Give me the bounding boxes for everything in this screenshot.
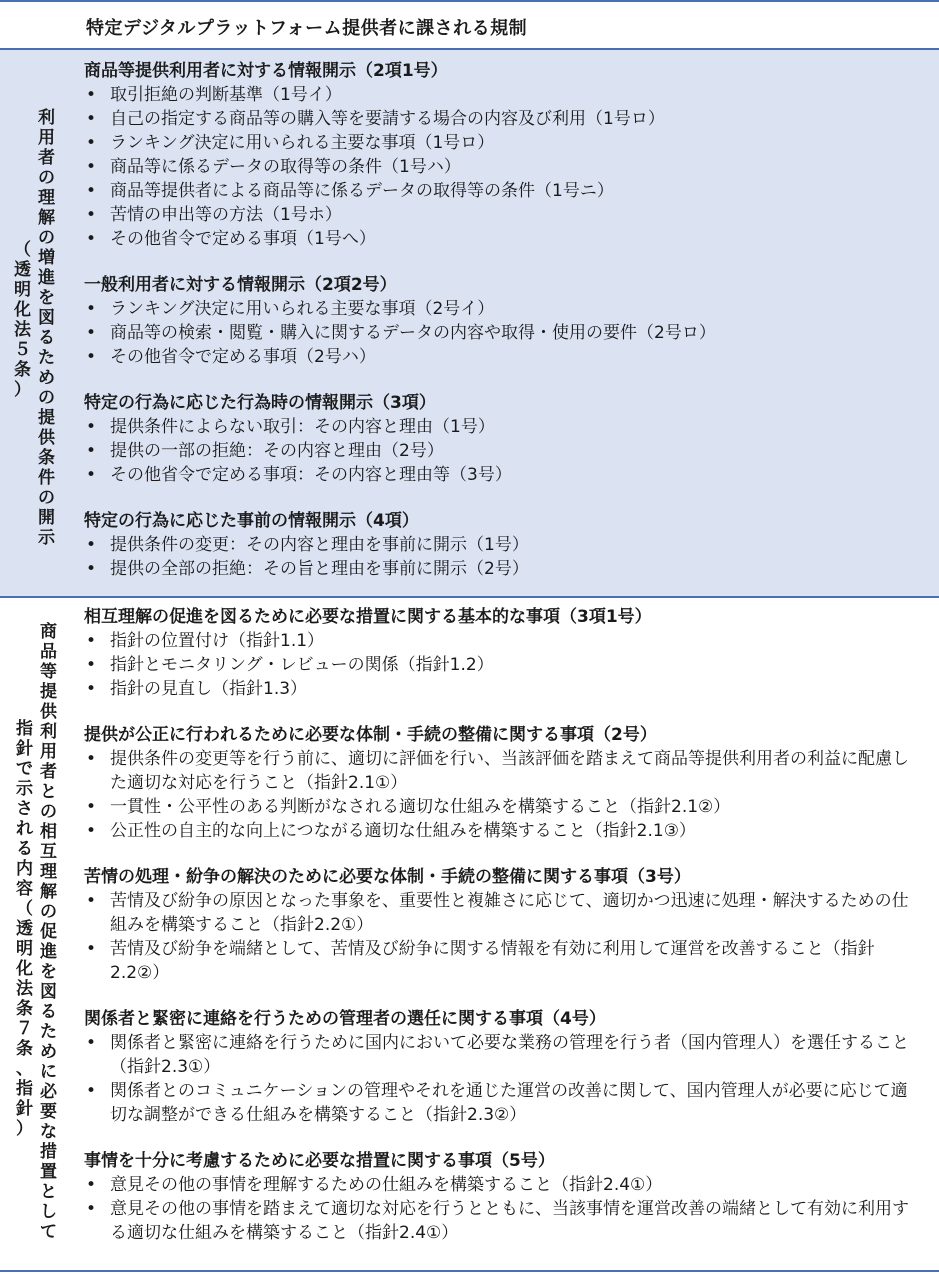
vertical-char: に — [40, 1062, 57, 1082]
vertical-char: 指 — [16, 719, 33, 739]
bullet-item: • 指針の見直し（指針1.3） — [84, 677, 923, 701]
bullet-list — [84, 297, 923, 369]
vertical-char: た — [38, 348, 55, 368]
vertical-char: の — [40, 802, 57, 822]
vertical-char: 増 — [38, 248, 55, 268]
vertical-char: 針 — [16, 739, 33, 759]
vertical-char: め — [40, 1042, 57, 1062]
vertical-char: 要 — [40, 1102, 57, 1122]
vertical-char: 法 — [16, 979, 33, 999]
vertical-char: 示 — [16, 779, 33, 799]
group-heading: 苦情の処理・紛争の解決のために必要な体制・手続の整備に関する事項（3号） — [84, 867, 691, 887]
bullet-item: • 関係者とのコミュニケーションの管理やそれを通じた運営の改善に関して、国内管理人が必要に応じて適切な調整ができる仕組みを構築すること（指針2.3②） — [84, 1079, 923, 1127]
group-heading: 特定の行為に応じた事前の情報開示（4項） — [84, 511, 419, 531]
bullet-item: • 苦情及び紛争の原因となった事象を、重要性と複雑さに応じて、適切かつ迅速に処理・解決するための仕組みを構築すること（指針2.2①） — [84, 889, 923, 937]
measure-group — [84, 865, 923, 985]
bullet-item: • 提供の全部の拒絶：その旨と理由を事前に開示（2号） — [84, 557, 923, 581]
vertical-char: 容 — [16, 879, 33, 899]
bullet-item: • 提供条件の変更：その内容と理由を事前に開示（1号） — [84, 533, 923, 557]
vertical-char: 内 — [16, 859, 33, 879]
bullet-item: • 提供の一部の拒絶：その内容と理由（2号） — [84, 439, 923, 463]
measures-section — [0, 598, 939, 1272]
bullet-item: • 苦情の申出等の方法（1号ホ） — [84, 203, 923, 227]
bullet-item: • 一貫性・公平性のある判断がなされる適切な仕組みを構築すること（指針2.1②） — [84, 795, 923, 819]
vertical-char: を — [40, 962, 57, 982]
vertical-char: 提 — [40, 682, 57, 702]
group-heading: 関係者と緊密に連絡を行うための管理者の選任に関する事項（4号） — [84, 1009, 606, 1029]
group-heading: 提供が公正に行われるために必要な体制・手続の整備に関する事項（2号） — [84, 725, 657, 745]
vertical-char: ） — [14, 380, 31, 400]
disclosure-group — [84, 391, 923, 487]
vertical-char: 開 — [38, 508, 55, 528]
bullet-item: • 提供条件の変更等を行う前に、適切に評価を行い、当該評価を踏まえて商品等提供利用者の利益に配慮した適切な対応を行うこと（指針2.1①） — [84, 747, 923, 795]
measure-group — [84, 1007, 923, 1127]
vertical-char: る — [16, 839, 33, 859]
bullet-item: • その他省令で定める事項（2号ハ） — [84, 345, 923, 369]
vertical-char: 、 — [16, 1059, 33, 1079]
vertical-char: 法 — [14, 320, 31, 340]
vertical-char: の — [38, 168, 55, 188]
bullet-item: • 関係者と緊密に連絡を行うために国内において必要な業務の管理を行う者（国内管理人）を選任すること（指針2.3①） — [84, 1031, 923, 1079]
bullet-list — [84, 533, 923, 581]
vertical-char: 置 — [40, 1162, 57, 1182]
vertical-char: 者 — [38, 148, 55, 168]
vertical-char: ５ — [14, 340, 31, 360]
group-heading: 一般利用者に対する情報開示（2項2号） — [84, 275, 397, 295]
vertical-char: 条 — [16, 1039, 33, 1059]
bullet-item: • 意見その他の事情を踏まえて適切な対応を行うとともに、当該事情を運営改善の端緒として有効に利用する適切な仕組みを構築すること（指針2.4①） — [84, 1197, 923, 1245]
vertical-char: 指 — [16, 1079, 33, 1099]
bullet-item: • ランキング決定に用いられる主要な事項（2号イ） — [84, 297, 923, 321]
vertical-char: と — [40, 782, 57, 802]
bullet-item: • その他省令で定める事項：その内容と理由等（3号） — [84, 463, 923, 487]
group-heading: 商品等提供利用者に対する情報開示（2項1号） — [84, 61, 448, 81]
vertical-char: 条 — [16, 999, 33, 1019]
bullet-list — [84, 747, 923, 843]
vertical-char: 化 — [16, 959, 33, 979]
vertical-char: 進 — [40, 942, 57, 962]
bullet-item: • 提供条件によらない取引：その内容と理由（1号） — [84, 415, 923, 439]
vertical-char: て — [40, 1222, 57, 1242]
vertical-char: れ — [16, 819, 33, 839]
disclosure-group — [84, 509, 923, 581]
table-title: 特定デジタルプラットフォーム提供者に課される規制 — [86, 18, 528, 39]
measure-group — [84, 723, 923, 843]
bullet-item: • 指針の位置付け（指針1.1） — [84, 629, 923, 653]
vertical-char: 供 — [40, 702, 57, 722]
disclosure-group — [84, 59, 923, 251]
vertical-char: 条 — [14, 360, 31, 380]
vertical-char: 用 — [38, 128, 55, 148]
bullet-item: • その他省令で定める事項（1号へ） — [84, 227, 923, 251]
vertical-char: 供 — [38, 428, 55, 448]
vertical-char: 提 — [38, 408, 55, 428]
vertical-char: た — [40, 1022, 57, 1042]
bullet-list — [84, 1173, 923, 1245]
bullet-item: • 指針とモニタリング・レビューの関係（指針1.2） — [84, 653, 923, 677]
bullet-item: • 商品等の検索・閲覧・購入に関するデータの内容や取得・使用の要件（2号ロ） — [84, 321, 923, 345]
vertical-char: し — [40, 1202, 57, 1222]
vertical-char: 透 — [16, 919, 33, 939]
vertical-char: 化 — [14, 300, 31, 320]
bullet-item: • 苦情及び紛争を端緒として、苦情及び紛争に関する情報を有効に利用して運営を改善すること（指針2.2②） — [84, 937, 923, 985]
vertical-char: 条 — [38, 448, 55, 468]
vertical-char: で — [16, 759, 33, 779]
bullet-item: • 自己の指定する商品等の購入等を要請する場合の内容及び利用（1号ロ） — [84, 107, 923, 131]
vertical-char: 進 — [38, 268, 55, 288]
vertical-char: 措 — [40, 1142, 57, 1162]
section1-label-sub — [14, 240, 31, 400]
vertical-char: 解 — [40, 882, 57, 902]
vertical-char: さ — [16, 799, 33, 819]
vertical-char: を — [38, 288, 55, 308]
vertical-char: 明 — [14, 280, 31, 300]
vertical-char: 商 — [40, 622, 57, 642]
disclosure-section — [0, 50, 939, 598]
vertical-char: 等 — [40, 662, 57, 682]
bullet-item: • ランキング決定に用いられる主要な事項（1号ロ） — [84, 131, 923, 155]
vertical-char: 者 — [40, 762, 57, 782]
section2-label-sub — [16, 719, 33, 1139]
vertical-char: と — [40, 1182, 57, 1202]
vertical-char: 図 — [38, 308, 55, 328]
vertical-char: 理 — [40, 862, 57, 882]
vertical-char: 透 — [14, 260, 31, 280]
vertical-char: の — [38, 488, 55, 508]
vertical-char: の — [38, 388, 55, 408]
group-heading: 事情を十分に考慮するために必要な措置に関する事項（5号） — [84, 1151, 555, 1171]
vertical-char: 図 — [40, 982, 57, 1002]
vertical-char: （ — [14, 240, 31, 260]
measure-group — [84, 1149, 923, 1245]
section2-content — [84, 605, 923, 1267]
vertical-char: 用 — [40, 742, 57, 762]
section1-label-main — [38, 108, 55, 548]
vertical-char: 件 — [38, 468, 55, 488]
bullet-list — [84, 629, 923, 701]
vertical-char: 利 — [40, 722, 57, 742]
vertical-char: な — [40, 1122, 57, 1142]
vertical-char: ７ — [16, 1019, 33, 1039]
vertical-char: 互 — [40, 842, 57, 862]
bullet-list — [84, 83, 923, 251]
bullet-item: • 意見その他の事情を理解するための仕組みを構築すること（指針2.4①） — [84, 1173, 923, 1197]
vertical-char: （ — [16, 899, 33, 919]
table-header — [0, 0, 939, 50]
bullet-item: • 商品等提供者による商品等に係るデータの取得等の条件（1号ニ） — [84, 179, 923, 203]
vertical-char: ） — [16, 1119, 33, 1139]
measure-group — [84, 605, 923, 701]
vertical-char: る — [38, 328, 55, 348]
vertical-char: 利 — [38, 108, 55, 128]
bullet-list — [84, 1031, 923, 1127]
vertical-char: 相 — [40, 822, 57, 842]
group-heading: 相互理解の促進を図るために必要な措置に関する基本的な事項（3項1号） — [84, 607, 652, 627]
section1-content — [84, 59, 923, 603]
vertical-char: 明 — [16, 939, 33, 959]
bullet-item: • 商品等に係るデータの取得等の条件（1号ハ） — [84, 155, 923, 179]
vertical-char: 示 — [38, 528, 55, 548]
disclosure-group — [84, 273, 923, 369]
vertical-char: 針 — [16, 1099, 33, 1119]
bullet-item: • 公正性の自主的な向上につながる適切な仕組みを構築すること（指針2.1③） — [84, 819, 923, 843]
vertical-char: 品 — [40, 642, 57, 662]
vertical-char: 必 — [40, 1082, 57, 1102]
vertical-char: の — [40, 902, 57, 922]
vertical-char: 理 — [38, 188, 55, 208]
bullet-list — [84, 889, 923, 985]
section2-label-main — [40, 622, 57, 1242]
vertical-char: る — [40, 1002, 57, 1022]
vertical-char: 促 — [40, 922, 57, 942]
vertical-char: め — [38, 368, 55, 388]
vertical-char: の — [38, 228, 55, 248]
bullet-list — [84, 415, 923, 487]
bullet-item: • 取引拒絶の判断基準（1号イ） — [84, 83, 923, 107]
vertical-char: 解 — [38, 208, 55, 228]
group-heading: 特定の行為に応じた行為時の情報開示（3項） — [84, 393, 436, 413]
